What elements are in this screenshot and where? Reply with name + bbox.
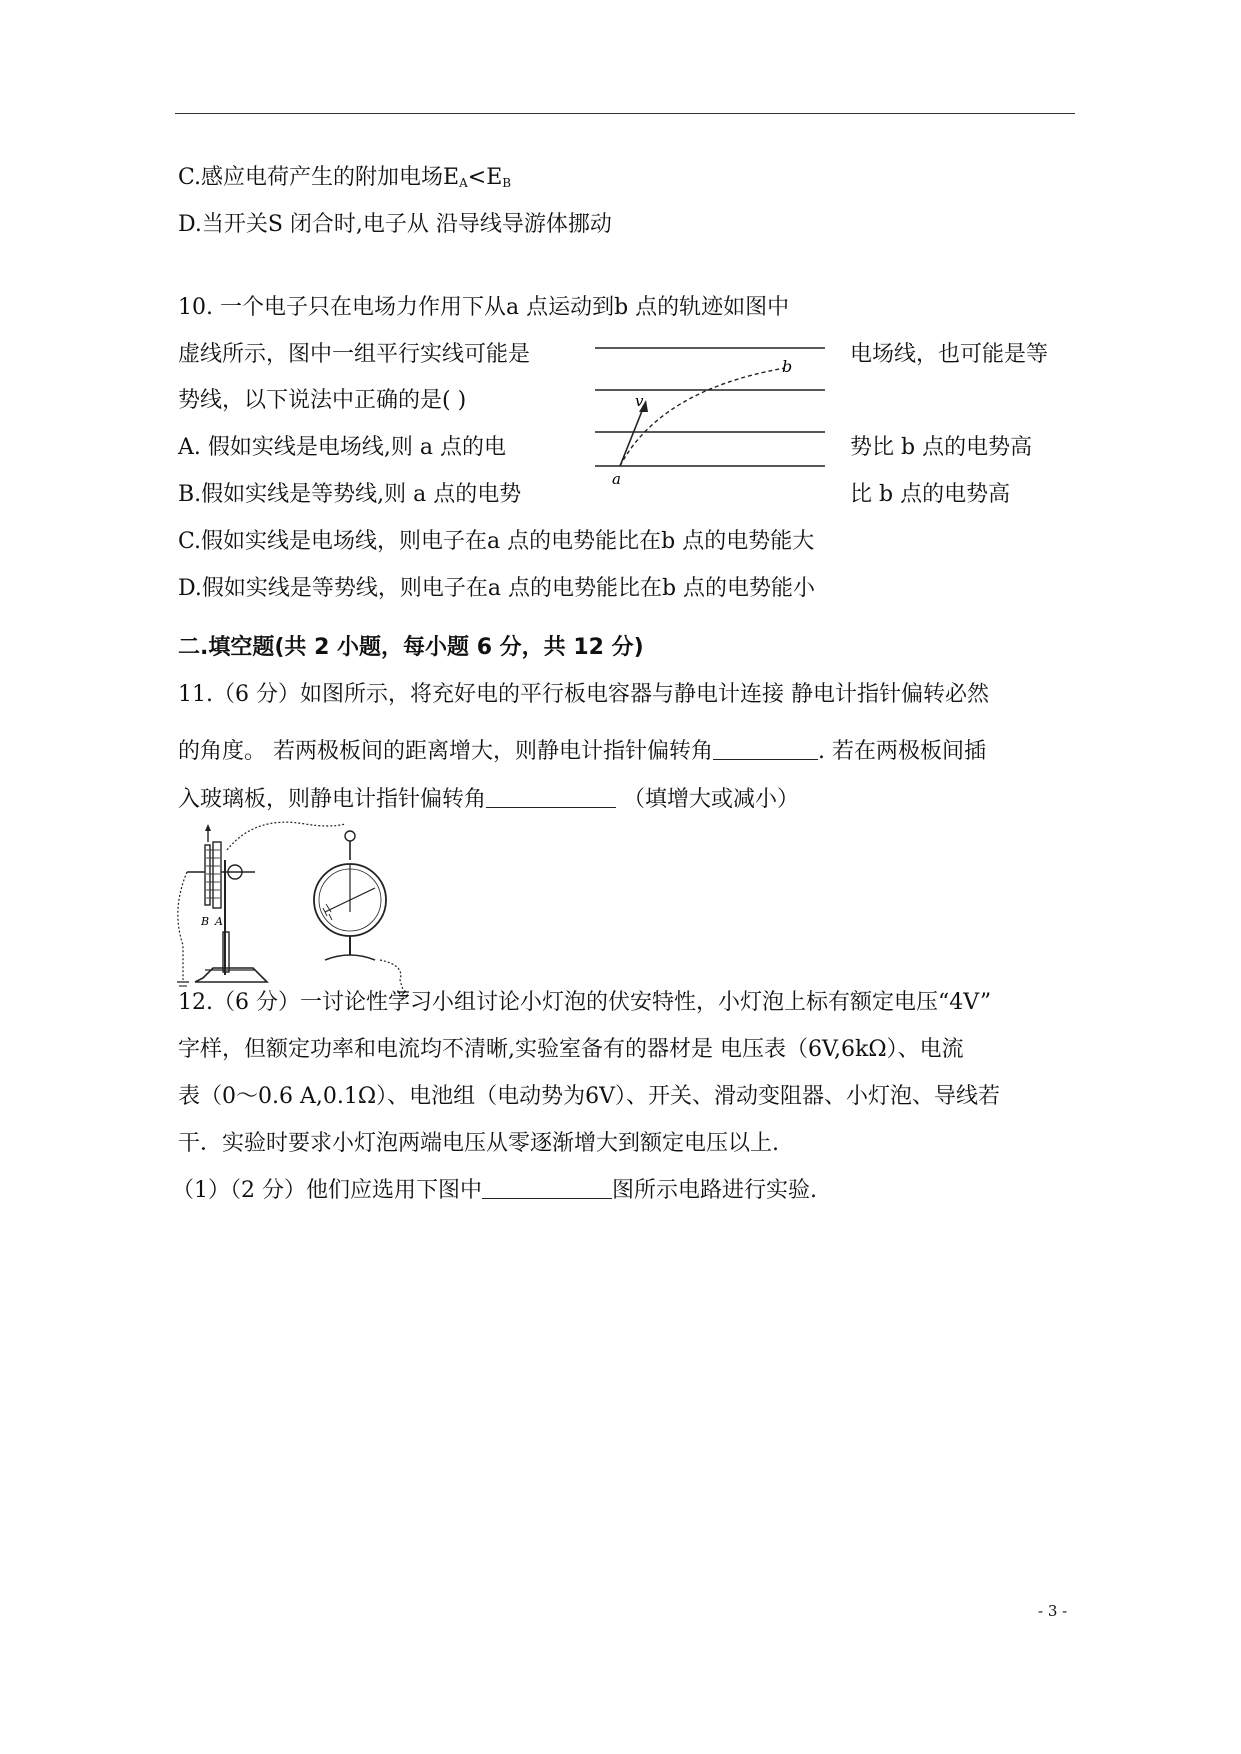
q12-line1: 12.（6 分）一讨论性学习小组讨论小灯泡的伏安特性，小灯泡上标有额定电压“4V” (178, 990, 992, 1015)
q9-option-d: D.当开关S 闭合时,电子从 沿导线导游体挪动 (178, 212, 612, 237)
q11-line2: 的角度。 若两极板间的距离增大，则静电计指针偏转角 . 若在两极板间插 (178, 739, 986, 764)
section-2-title: 二.填空题(共 2 小题，每小题 6 分，共 12 分) (178, 635, 644, 660)
q10-option-d: D.假如实线是等势线，则电子在a 点的电势能比在b 点的电势能小 (178, 576, 816, 601)
q10-option-a-right: 势比 b 点的电势高 (850, 435, 1033, 460)
q12-blank-1[interactable] (482, 1176, 612, 1199)
q10-option-b-left: B.假如实线是等势线,则 a 点的电势 (178, 482, 522, 507)
q11-blank-1[interactable] (713, 737, 818, 760)
q12-part1: （1）（2 分）他们应选用下图中 图所示电路进行实验. (172, 1178, 817, 1203)
q12-line3: 表（0～0.6 A,0.1Ω）、电池组（电动势为6V）、开关、滑动变阻器、小灯泡、导线若 (178, 1084, 1000, 1109)
q10-label-v: v (635, 392, 644, 410)
q11-label-A: A (215, 915, 223, 928)
q11-label-B: B (201, 915, 210, 928)
q12-line4: 干．实验时要求小灯泡两端电压从零逐渐增大到额定电压以上. (178, 1131, 779, 1156)
q9-option-c: C.感应电荷产生的附加电场$E_A<E_B$ (178, 165, 512, 190)
q10-label-b: b (782, 357, 793, 376)
q11-blank-2[interactable] (486, 785, 616, 808)
page-number: - 3 - (1038, 1602, 1068, 1620)
q11-electroscope-figure (175, 820, 425, 1000)
q11-line3: 入玻璃板，则静电计指针偏转角 （填增大或减小） (178, 787, 800, 812)
q10-option-c: C.假如实线是电场线，则电子在a 点的电势能比在b 点的电势能大 (178, 529, 815, 554)
q10-label-a: a (612, 470, 621, 488)
q10-line2-right: 电场线，也可能是等 (850, 342, 1049, 367)
q10-line2-left: 虚线所示，图中一组平行实线可能是 (178, 342, 531, 367)
q10-line3: 势线，以下说法中正确的是( ) (178, 388, 467, 413)
q12-line2: 字样，但额定功率和电流均不清晰,实验室备有的器材是 电压表（6V,6kΩ）、电流 (178, 1037, 964, 1062)
q10-field-figure (590, 340, 830, 490)
header-rule (175, 113, 1075, 114)
q10-option-b-right: 比 b 点的电势高 (850, 482, 1011, 507)
q10-stem: 10. 一个电子只在电场力作用下从a 点运动到b 点的轨迹如图中 (178, 295, 790, 320)
q11-line1: 11.（6 分）如图所示，将充好电的平行板电容器与静电计连接 静电计指针偏转必然 (178, 682, 989, 707)
q10-option-a-left: A. 假如实线是电场线,则 a 点的电 (178, 435, 506, 460)
